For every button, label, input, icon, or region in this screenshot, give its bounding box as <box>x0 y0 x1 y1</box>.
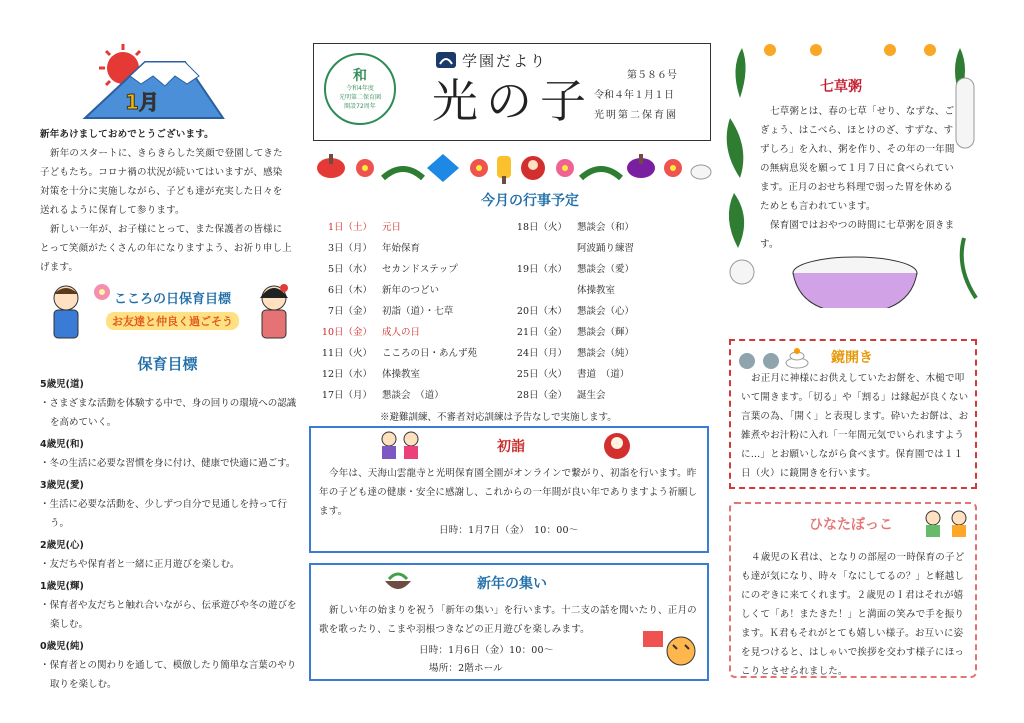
greeting-paragraph-1: 新年のスタートに、きらきらした笑顔で登園してきた子どもたち。コロナ禍の状況が続いてはいますが、感染対策を十分に実施しながら、子ども達が充実した日々を送れるように保育して参ります。 <box>40 148 283 216</box>
kagami-mochi-icon <box>785 347 809 369</box>
age-label: 1歳児(輝) <box>40 581 84 592</box>
event-date: 11日（火） <box>321 348 372 359</box>
hinata-box <box>729 502 977 678</box>
school-name: 光明第二保育園 <box>594 110 678 121</box>
event-date: 19日（水） <box>516 264 567 275</box>
banner-line-2: お友達と仲良く過ごそう <box>106 312 239 330</box>
top-spinning-icon <box>317 154 345 178</box>
calendar-title: 今月の行事予定 <box>481 193 579 209</box>
children-praying-icon <box>377 430 423 460</box>
objective-text: ・冬の生活に必要な習慣を身に付け、健康で快適に過ごす。 <box>40 458 296 469</box>
plum-flower-icon <box>356 159 374 177</box>
greeting-paragraph-2: 新しい一年が、お子様にとって、また保護者の皆様にとって笑顔がたくさんの年になりますよう、お祈り申し上げます。 <box>40 224 293 273</box>
event-date: 20日（木） <box>516 306 567 317</box>
plum-flower-icon <box>470 159 488 177</box>
event-date: 21日（金） <box>516 327 567 338</box>
event-name: 懇談会（純） <box>577 348 635 359</box>
anniversary-logo <box>324 53 396 125</box>
newsletter-header <box>313 43 711 141</box>
event-row <box>310 324 420 338</box>
event-row <box>310 219 401 233</box>
pine-branch-icon <box>383 169 423 178</box>
shinnen-body: 新しい年の始まりを祝う「新年の集い」を行います。十二支の話を聞いたり、正月の歌を歌ったり、こまや羽根つきなどの正月遊びを楽しみます。 <box>319 605 697 635</box>
objective-text: ・保育者との関わりを通して、模倣したり簡単な言葉のやり取りを楽しむ。 <box>40 660 297 690</box>
event-name: 体操教室 <box>382 369 421 380</box>
logo-text-2: 光明第二保育園 <box>338 93 381 101</box>
event-row <box>310 366 420 380</box>
objective-text: ・生活に必要な活動を、少しずつ自分で見通しを持って行う。 <box>40 499 288 529</box>
objective-text: ・保育者や友だちと触れ合いながら、伝承遊びや冬の遊びを楽しむ。 <box>40 600 297 630</box>
event-row <box>310 261 458 275</box>
logo-kanji: 和 <box>353 67 367 84</box>
issue-date: 令和４年１月１日 <box>594 90 674 101</box>
kite-icon <box>427 154 459 182</box>
nanakusa-section <box>760 102 958 254</box>
age-label: 4歳児(和) <box>40 439 84 450</box>
kokoro-banner <box>42 280 297 342</box>
objectives-title: 保育目標 <box>137 355 198 373</box>
tiger-icon <box>641 627 703 671</box>
children-playing-icon <box>923 508 971 538</box>
event-name: 懇談会 （道） <box>382 390 444 401</box>
nanakusa-title: 七草粥 <box>820 79 862 95</box>
event-name: 元日 <box>382 222 402 233</box>
event-date: 6日（木） <box>327 285 372 296</box>
event-date: 12日（水） <box>321 369 372 380</box>
event-name: 阿波踊り練習 <box>577 243 635 254</box>
event-name: 年始保育 <box>382 243 421 254</box>
event-row <box>310 345 477 359</box>
event-name: 誕生会 <box>577 390 606 401</box>
event-row <box>505 261 634 275</box>
hatsumoude-time: 日時：1月7日（金） 10：00〜 <box>439 525 579 536</box>
age-label: 2歳児(心) <box>40 540 84 551</box>
event-name: こころの日・あんず苑 <box>382 348 478 359</box>
kagami-box <box>729 339 977 489</box>
event-date: 17日（月） <box>321 390 372 401</box>
event-row <box>505 282 615 296</box>
plum-flower-icon <box>92 282 112 302</box>
shinnen-box <box>309 563 709 681</box>
event-date: 18日（火） <box>516 222 567 233</box>
age-label: 3歳児(愛) <box>40 480 84 491</box>
issue-number: 第５８６号 <box>627 70 677 81</box>
plum-flower-icon <box>664 159 682 177</box>
event-name: 懇談会（愛） <box>577 264 635 275</box>
plum-flower-icon <box>556 159 574 177</box>
event-name: 新年のつどい <box>382 285 440 296</box>
child-boy-icon <box>46 282 86 340</box>
calendar-left <box>310 219 520 409</box>
hatsumoude-title: 初詣 <box>497 439 525 455</box>
shinnen-time: 日時：1月6日（金）10：00〜 <box>419 645 554 656</box>
event-row <box>310 282 439 296</box>
school-emblem-icon <box>436 52 456 68</box>
new-year-decoration-strip <box>313 150 713 186</box>
event-date: 10日（金） <box>321 327 372 338</box>
event-name: 懇談会（輝） <box>577 327 635 338</box>
event-row <box>310 240 420 254</box>
event-row <box>505 240 634 254</box>
event-row <box>505 387 606 401</box>
event-name: 体操教室 <box>577 285 616 296</box>
event-row <box>505 366 629 380</box>
mice-icon <box>737 349 783 371</box>
calendar-right <box>505 219 705 409</box>
event-row <box>505 345 634 359</box>
event-date: 24日（月） <box>516 348 567 359</box>
greeting-title: 新年あけましておめでとうございます。 <box>40 129 214 140</box>
event-row <box>310 387 444 401</box>
nanakusa-paragraph-1: 七草粥とは、春の七草「せり、なずな、ごぎょう、はこべら、ほとけのざ、すずな、すずしろ」を入れ、粥を作り、その年の一年間の無病息災を願って１月７日に食べられています。正月のおせち料理で弱った胃を休めるためとも言われています。 <box>760 106 955 212</box>
banner-line-1: こころの日保育目標 <box>114 292 232 307</box>
child-girl-icon <box>254 282 294 340</box>
event-name: 書道 （道） <box>577 369 630 380</box>
mochi-icon <box>691 165 711 179</box>
event-date: 7日（金） <box>327 306 372 317</box>
month-badge: 1月 <box>125 90 159 114</box>
age-label: 5歳児(道) <box>40 379 84 390</box>
logo-text-3: 開設72周年 <box>344 102 376 110</box>
age-label: 0歳児(純) <box>40 641 84 652</box>
kagami-title: 鏡開き <box>831 350 873 366</box>
daruma-icon <box>521 156 545 180</box>
event-date: 3日（月） <box>327 243 372 254</box>
event-name: 初詣（道）・七草 <box>382 306 454 317</box>
hinata-title: ひなたぼっこ <box>809 517 893 533</box>
objective-text: ・友だちや保育者と一緒に正月遊びを楽しむ。 <box>40 559 240 570</box>
main-title: 光の子 <box>432 74 594 128</box>
publication-title: 学園だより <box>462 52 548 70</box>
shinnen-place: 場所：2階ホール <box>429 663 503 674</box>
pine-branch-icon <box>581 169 621 178</box>
event-name: 懇談会（和） <box>577 222 635 233</box>
event-row <box>505 324 634 338</box>
event-name: セカンドステップ <box>382 264 458 275</box>
kagami-body: お正月に神様にお供えしていたお餅を、木槌で叩いて開きます。「切る」や「割る」は縁起が良くない言葉の為、「開く」と表現します。砕いたお餅は、お雑煮やお汁粉に入れ「一年間元気でいられますように…」とお願いしながら食べます。保育園では１１日（火）に鏡開きを行います。 <box>741 373 969 479</box>
battledore-icon <box>497 156 511 184</box>
logo-text-1: 令和4年度 <box>346 84 374 92</box>
event-row <box>505 219 634 233</box>
event-row <box>310 303 453 317</box>
greeting-section <box>40 125 292 277</box>
event-name: 懇談会（心） <box>577 306 635 317</box>
objectives-list <box>40 372 298 694</box>
hinata-body: ４歳児のＫ君は、となりの部屋の一時保育の子ども達が気になり、時々「なにしてるの？」と軽越しにのぞきに来てくれます。２歳児のＩ君はそれが嬉しくて「あ！またきた！」と満面の笑みで手を振ります。Ｋ君もそれがとても嬉しい様子。お互いに姿を見つけると、はしゃいで挨拶を交わす様子にほっこりとさせられました。 <box>741 552 965 677</box>
event-date: 28日（金） <box>516 390 567 401</box>
event-date: 25日（火） <box>516 369 567 380</box>
new-year-bowl-icon <box>383 569 413 595</box>
event-name: 成人の日 <box>382 327 421 338</box>
nanakusa-paragraph-2: 保育園ではおやつの時間に七草粥を頂きます。 <box>760 220 955 250</box>
calendar-note: ※避難訓練、不審者対応訓練は予告なしで実施します。 <box>380 412 617 423</box>
event-date: 1日（土） <box>327 222 372 233</box>
daruma-icon <box>603 430 631 460</box>
hatsumoude-box <box>309 426 709 553</box>
shinnen-title: 新年の集い <box>477 576 547 592</box>
hatsumoude-body: 今年は、天海山雲龍寺と光明保育園全園がオンラインで繋がり、初詣を行います。昨年の子ども達の健康・安全に感謝し、これからの一年間が良い年でありますよう祈願します。 <box>319 468 698 517</box>
event-row <box>505 303 634 317</box>
top-spinning-icon <box>627 154 655 178</box>
objective-text: ・さまざまな活動を体験する中で、身の回りの環境への認識を高めていく。 <box>40 398 297 428</box>
event-date: 5日（水） <box>327 264 372 275</box>
